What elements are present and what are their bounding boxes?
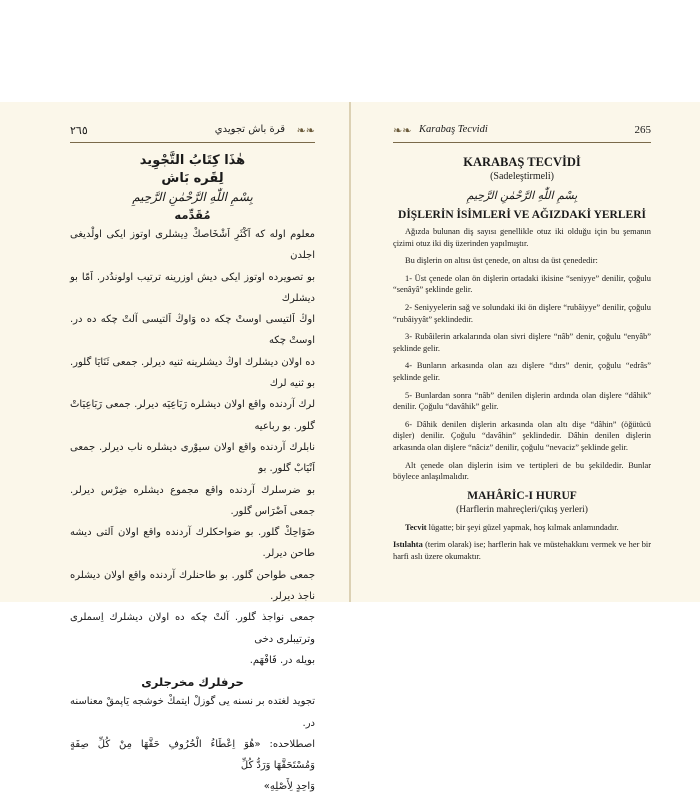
istilahta-term: Istılahta [393,540,423,550]
left-subtitle: لِقَره بَاش [161,171,224,186]
intro-line: بو ضرسلرك آردنده واقع مجموع ديشلره ضِرْس ديرلر. جمعى اَضْرَاس گلور. [70,484,315,517]
right-title: KARABAŞ TECVİDİ [463,155,581,169]
right-running-head [393,124,651,140]
paragraph: Alt çenede olan dişlerin isim ve tertipleri de bu şekildedir. Bunlar böylece anlaşılmalıdır. [393,460,651,482]
intro-line: نابلرك آردنده واقع اولان سيوْرى ديشلره ناب ديرلر. جمعى اَنْيَابْ گلور. بو [70,441,315,475]
left-title: هٰذَا كِتَابُ التَّجْوِيد [139,153,246,168]
intro-line: معلوم اوله كه اَكْثَرِ اَشْخَاصكْ دِيشلرى اوتوز ايكى اولْديغى اجلدن [70,229,315,262]
left-ornament-icon: ❧❧ [296,125,315,137]
left-intro-heading: مُقَدِّمه [174,208,211,222]
right-basmala: بِسْمِ اللّٰهِ الرَّحْمٰنِ الرَّحِيمِ [466,189,578,202]
right-running-title: Karabaş Tecvidi [419,124,488,135]
right-subtitle: (Sadeleştirmeli) [490,171,554,182]
intro-line: لرك آردنده واقع اولان ديشلره رَبَاعِيَه ديرلر. جمعى رَبَاعِيَاتْ گلور. بو رباعيه [70,399,315,432]
istilahta-text: (terim olarak) ise; harflerin hak ve müstehakkını vermek ve her bir harfi aslı üzere okumaktır. [393,540,651,561]
paragraph: Ağızda bulunan diş sayısı genellikle otuz iki olduğu için bu şemanın çizimi otuz iki diş üzerinden yapılmıştır. [393,227,651,248]
right-page [351,102,700,602]
intro-line: ده اولان ديشلرك اوڭ ديشلرينه ثنيه ديرلر. جمعى ثَنَايَا گلور. بو ثنيه لرك [70,356,315,390]
tecvit-text: lügatte; bir şeyi güzel yapmak, hoş kılmak anlamındadır. [426,522,619,532]
intro-line: اوڭ اَلتيسى اوستْ چكه ده وَاوڭ اَلتيسى آلتْ چكه ده در. اوستْ چكه [70,314,315,347]
paragraph: 5- Bunlardan sonra “nâb” denilen dişlerin ardında olan dişlere “dâhik” denilir. Çoğulu “davâhik” gelir. [393,390,651,412]
section-line: وَاحِدٍ لِأَصْلِهِ» [263,781,315,793]
section1-heading: DİŞLERİN İSİMLERİ VE AĞIZDAKİ YERLERİ [398,209,646,221]
section2-subtitle: (Harflerin mahreçleri/çıkış yerleri) [456,504,588,515]
paragraph: 4- Bunların arkasında olan azı dişlere “dırs” denir, çoğulu “edrâs” şeklinde gelir. [393,361,651,382]
left-page-number: ٢٦٥ [70,125,88,137]
right-header-rule [393,142,651,143]
intro-line: جمعى طواحن گلور. بو طاحنلرك آردنده واقع اولان ديشلره ناجذ ديرلر. [70,569,315,603]
left-page [0,102,349,793]
left-basmala: بِسْمِ اللّٰهِ الرَّحْمٰنِ الرَّحِيمِ [132,190,253,204]
tecvit-definition [393,522,651,534]
left-section-heading: حرفلرك مخرجلرى [141,675,244,690]
left-running-title: قرة باش تجويدي [214,124,285,135]
paragraph: 2- Seniyyelerin sağ ve solundaki iki ön dişlere “rubâiyye” denilir, çoğulu “rubâiyyât” şeklindedir. [393,302,651,324]
paragraph: Bu dişlerin on altısı üst çenede, on altısı da üst çenededir: [405,256,598,266]
paragraph: 3- Rubâilerin arkalarında olan sivri dişlere “nâb” denir, çoğulu “enyâb” şeklinde gelir. [393,332,651,353]
tecvit-term: Tecvit [405,522,427,532]
section2-heading: MAHÂRİC-I HURUF [467,489,577,502]
istilahta-definition [393,539,651,562]
book-spread [0,102,700,793]
paragraph: 1- Üst çenede olan ön dişlerin ortadaki ikisine “seniyye” denilir, çoğulu “senâyâ” şeklinde gelir. [393,273,651,295]
intro-line: جمعى نواجذ گلور. آلتْ چكه ده اولان ديشلرك اِسملرى وترتيبلرى دخى [70,612,315,645]
left-page-content [70,152,315,798]
left-running-head [70,124,315,140]
left-intro-body [70,224,315,671]
intro-line: بو تصويرده اوتوز ايكى ديش اوزرينه ترتيب اولوندُدر. اَمّا بو ديشلرك [70,271,315,304]
intro-line: بويله در. فَافْهَم. [249,654,315,666]
section-line: تجويد لغتده بر نسنه يى گوزلْ ايتمكْ خوشجه يَاپمقْ معناسنه در. [70,696,315,729]
left-section-body [70,691,315,797]
paragraph: 6- Dâhik denilen dişlerin arkasında olan altı dişe “dâhin” (öğütücü dişler) denilir. Çoğulu “davâhin” şeklindedir. Dâhin denilen dişlerin arkasında olan dişlere “nâciz” denilir, çoğulu “nevaciz” şeklinde gelir. [393,419,651,452]
left-header-rule [70,142,315,143]
right-page-number: 265 [634,124,651,136]
intro-line: ضَوَاحِكْ گلور. بو ضواحكلرك آردنده واقع اولان اَلتى ديشه طاحن ديرلر. [70,527,315,560]
right-ornament-icon: ❧❧ [393,125,412,137]
right-page-content [393,152,651,568]
section-line: اصطلاحده: «هُوَ اِعْطَاءُ الْحُرُوفِ حَقَّهَا مِنْ كُلِّ صِفَةٍ وَمُسْتَحَقَّهَا وَرَدُّ كُلِّ [70,738,315,772]
